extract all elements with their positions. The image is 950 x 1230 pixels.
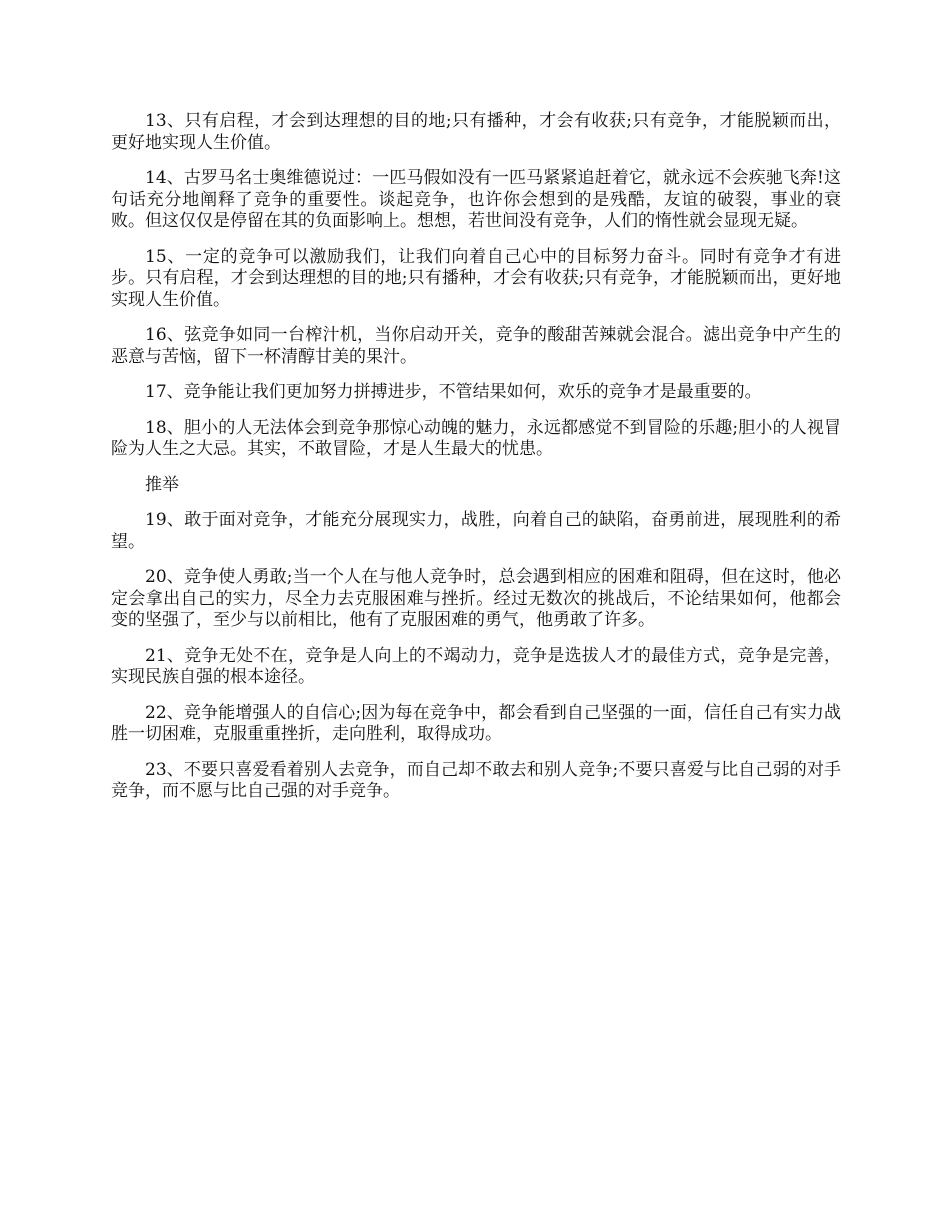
- paragraph-22: 22、竞争能增强人的自信心;因为每在竞争中，都会看到自己坚强的一面，信任自己有实力战胜一切困难，克服重重挫折，走向胜利，取得成功。: [111, 702, 841, 744]
- paragraph-17: 17、竞争能让我们更加努力拼搏进步，不管结果如何，欢乐的竞争才是最重要的。: [145, 382, 762, 402]
- paragraph-21: 21、竞争无处不在，竞争是人向上的不竭动力，竞争是选拔人才的最佳方式，竞争是完善，实现民族自强的根本途径。: [111, 645, 841, 687]
- document-body: [111, 111, 841, 817]
- paragraph-16: 16、弦竞争如同一台榨汁机，当你启动开关，竞争的酸甜苦辣就会混合。滤出竞争中产生的恶意与苦恼，留下一杯清醇甘美的果汁。: [111, 325, 841, 367]
- paragraph-15: 15、一定的竞争可以激励我们，让我们向着自己心中的目标努力奋斗。同时有竞争才有进步。只有启程，才会到达理想的目的地;只有播种，才会有收获;只有竞争，才能脱颖而出，更好地实现人生价值。: [111, 246, 842, 310]
- section-heading: 推举: [145, 474, 179, 495]
- paragraph-20: 20、竞争使人勇敢;当一个人在与他人竞争时，总会遇到相应的困难和阻碍，但在这时，他必定会拿出自己的实力，尽全力去克服困难与挫折。经过无数次的挑战后，不论结果如何，他都会变的坚强了，至少与以前相比，他有了克服困难的勇气，他勇敢了许多。: [111, 567, 841, 630]
- paragraph-23: 23、不要只喜爱看着别人去竞争，而自己却不敢去和别人竞争;不要只喜爱与比自己弱的对手竞争，而不愿与比自己强的对手竞争。: [111, 759, 841, 801]
- paragraph-18: 18、胆小的人无法体会到竞争那惊心动魄的魅力，永远都感觉不到冒险的乐趣;胆小的人视冒险为人生之大忌。其实，不敢冒险，才是人生最大的忧患。: [111, 417, 841, 459]
- paragraph-13: 13、只有启程，才会到达理想的目的地;只有播种，才会有收获;只有竞争，才能脱颖而出，更好地实现人生价值。: [111, 111, 841, 153]
- paragraph-19: 19、敢于面对竞争，才能充分展现实力，战胜，向着自己的缺陷，奋勇前进，展现胜利的希望。: [111, 510, 841, 552]
- paragraph-14: 14、古罗马名士奥维德说过：一匹马假如没有一匹马紧紧追赶着它，就永远不会疾驰飞奔!这句话充分地阐释了竞争的重要性。谈起竞争，也许你会想到的是残酷，友谊的破裂，事业的衰败。但这仅仅是停留在其的负面影响上。想想，若世间没有竞争，人们的惰性就会显现无疑。: [111, 168, 841, 231]
